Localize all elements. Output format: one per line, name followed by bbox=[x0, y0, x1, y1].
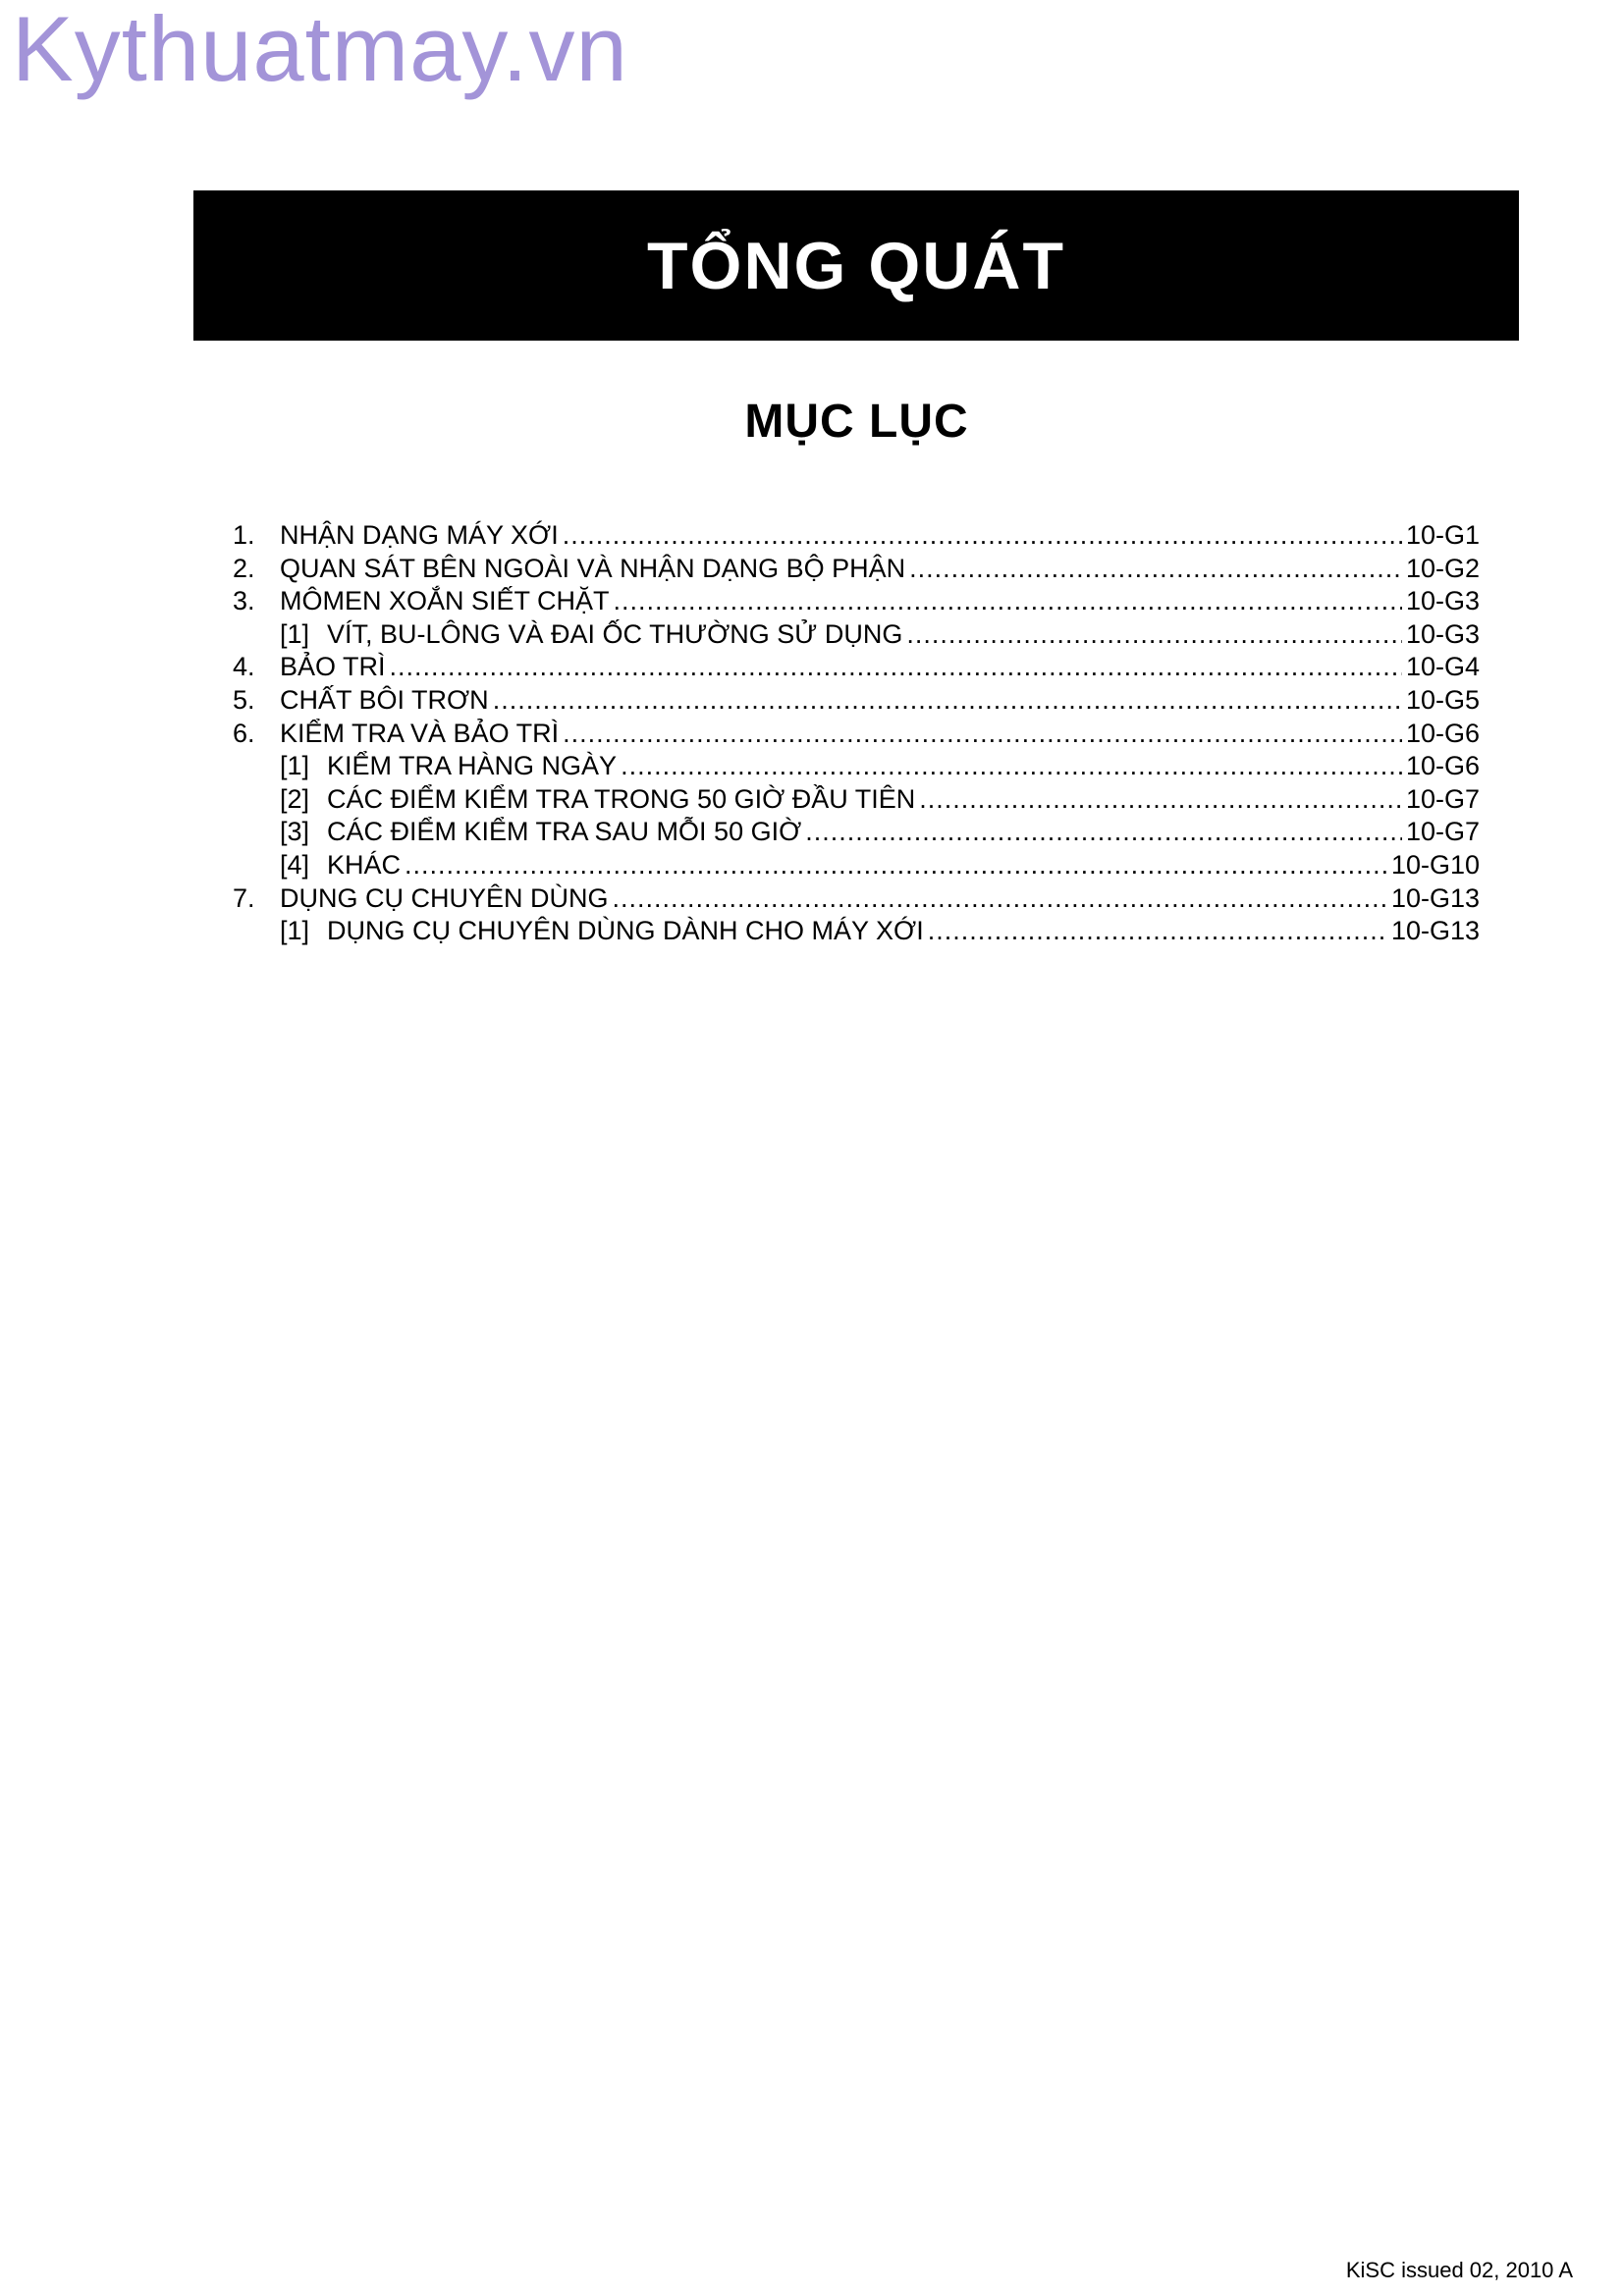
toc-entry-subnumber: [4] bbox=[280, 849, 310, 880]
toc-entry-page: 10-G1 bbox=[1405, 520, 1480, 550]
toc-subentry[interactable] bbox=[233, 784, 1480, 818]
toc-entry-label: [2] CÁC ĐIỂM KIỂM TRA TRONG 50 GIỜ ĐẦU TIÊN bbox=[280, 783, 916, 814]
toc-dot-leader bbox=[405, 850, 1387, 881]
toc-dot-leader bbox=[919, 784, 1402, 815]
toc-subentry[interactable] bbox=[233, 817, 1480, 850]
toc-entry-page: 10-G13 bbox=[1390, 916, 1480, 946]
toc-entry-label: [4] KHÁC bbox=[280, 849, 402, 880]
toc-heading: MỤC LỤC bbox=[744, 396, 969, 448]
title-banner bbox=[193, 190, 1519, 341]
toc-entry-label: [1] VÍT, BU-LÔNG VÀ ĐAI ỐC THƯỜNG SỬ DỤNG bbox=[280, 618, 903, 649]
toc-entry-label: QUAN SÁT BÊN NGOÀI VÀ NHẬN DẠNG BỘ PHẬN bbox=[280, 553, 906, 583]
toc-entry-page: 10-G7 bbox=[1405, 783, 1480, 814]
toc-entry-page: 10-G3 bbox=[1405, 618, 1480, 649]
toc-subentry[interactable] bbox=[233, 850, 1480, 883]
page-title: TỔNG QUÁT bbox=[647, 228, 1065, 303]
toc-entry-page: 10-G5 bbox=[1405, 684, 1480, 715]
toc-entry-label: [1] DỤNG CỤ CHUYÊN DÙNG DÀNH CHO MÁY XỚI bbox=[280, 916, 924, 946]
toc-entry-page: 10-G7 bbox=[1405, 817, 1480, 847]
toc-dot-leader bbox=[906, 619, 1402, 650]
toc-entry-label: BẢO TRÌ bbox=[280, 652, 386, 682]
toc-entry[interactable] bbox=[233, 554, 1480, 587]
watermark-logo: Kythuatmay.vn bbox=[12, 0, 628, 100]
toc-dot-leader bbox=[493, 685, 1402, 716]
toc-dot-leader bbox=[928, 916, 1387, 946]
toc-subentry[interactable] bbox=[233, 916, 1480, 949]
toc-subentry[interactable] bbox=[233, 619, 1480, 653]
toc-dot-leader bbox=[909, 554, 1402, 584]
toc-entry-page: 10-G2 bbox=[1405, 553, 1480, 583]
toc-entry-label: NHẬN DẠNG MÁY XỚI bbox=[280, 520, 559, 550]
toc-entry[interactable] bbox=[233, 883, 1480, 917]
toc-dot-leader bbox=[805, 817, 1402, 847]
toc-entry-page: 10-G3 bbox=[1405, 586, 1480, 616]
footer-issue-label: KiSC issued 02, 2010 A bbox=[1345, 2258, 1573, 2282]
toc-entry-page: 10-G13 bbox=[1390, 882, 1480, 913]
toc-entry[interactable] bbox=[233, 652, 1480, 685]
toc-entry-page: 10-G4 bbox=[1405, 652, 1480, 682]
toc-entry-number: 6. bbox=[233, 718, 255, 748]
toc-entry[interactable] bbox=[233, 685, 1480, 719]
toc-entry-subnumber: [3] bbox=[280, 817, 310, 847]
toc-dot-leader bbox=[563, 719, 1402, 749]
toc-entry-page: 10-G6 bbox=[1405, 718, 1480, 748]
toc-entry-subnumber: [1] bbox=[280, 916, 310, 946]
toc-entry-number: 2. bbox=[233, 553, 255, 583]
toc-entry-subnumber: [1] bbox=[280, 751, 310, 781]
toc-entry-label: [1] KIỂM TRA HÀNG NGÀY bbox=[280, 751, 618, 781]
toc-entry-number: 5. bbox=[233, 684, 255, 715]
toc-entry-label: MÔMEN XOẮN SIẾT CHẶT bbox=[280, 586, 610, 616]
toc-entry-number: 3. bbox=[233, 586, 255, 616]
toc-entry-label: KIỂM TRA VÀ BẢO TRÌ bbox=[280, 718, 560, 748]
toc-entry-number: 7. bbox=[233, 882, 255, 913]
toc-entry-subnumber: [1] bbox=[280, 618, 310, 649]
toc-entry[interactable] bbox=[233, 520, 1480, 554]
toc-entry-label: [3] CÁC ĐIỂM KIỂM TRA SAU MỖI 50 GIỜ bbox=[280, 817, 802, 847]
toc-entry-label: CHẤT BÔI TRƠN bbox=[280, 684, 489, 715]
toc-entry-label: DỤNG CỤ CHUYÊN DÙNG bbox=[280, 882, 609, 913]
toc-entry[interactable] bbox=[233, 719, 1480, 752]
toc-dot-leader bbox=[613, 883, 1387, 914]
toc-entry-number: 1. bbox=[233, 520, 255, 550]
toc-entry-page: 10-G10 bbox=[1390, 849, 1480, 880]
table-of-contents bbox=[233, 520, 1480, 949]
toc-entry-subnumber: [2] bbox=[280, 783, 310, 814]
toc-dot-leader bbox=[390, 652, 1402, 682]
toc-dot-leader bbox=[614, 586, 1402, 616]
toc-entry[interactable] bbox=[233, 586, 1480, 619]
toc-dot-leader bbox=[621, 751, 1402, 781]
toc-dot-leader bbox=[563, 520, 1402, 551]
toc-entry-number: 4. bbox=[233, 652, 255, 682]
toc-subentry[interactable] bbox=[233, 751, 1480, 784]
toc-entry-page: 10-G6 bbox=[1405, 751, 1480, 781]
